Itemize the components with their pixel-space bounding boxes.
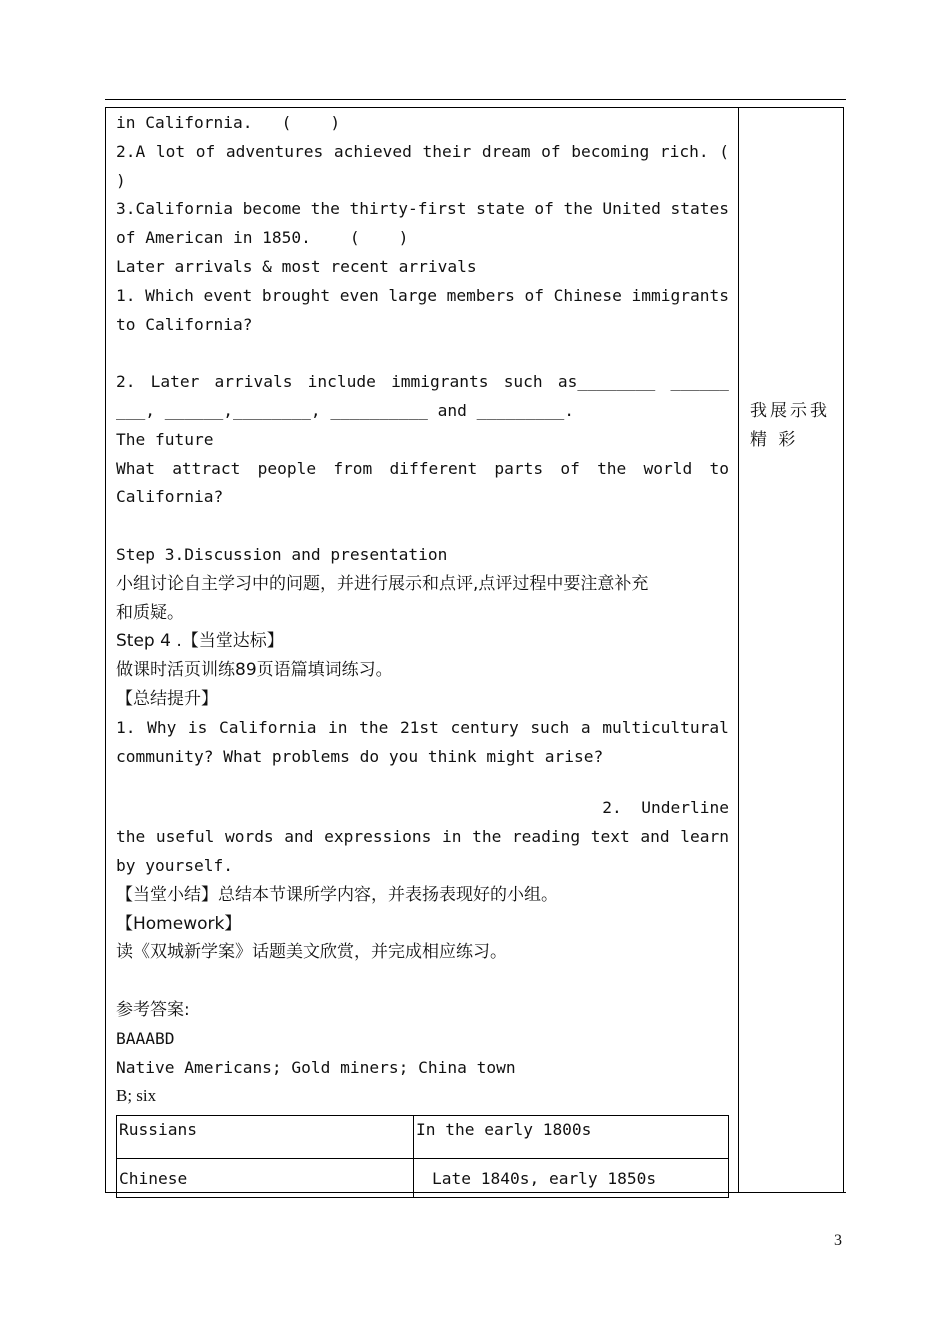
word: a: [580, 717, 591, 737]
table-cell: Late 1840s, early 1850s: [414, 1159, 729, 1198]
word: century: [450, 717, 519, 737]
word: Which: [145, 285, 194, 305]
answer-3: B; six: [116, 1086, 157, 1106]
word: of: [195, 141, 216, 161]
class-summary: 【当堂小结】总结本节课所学内容，并表扬表现好的小组。: [116, 884, 558, 905]
word: the: [597, 458, 627, 478]
word: states: [670, 199, 729, 219]
word: the: [563, 199, 593, 219]
step-4-instructions: 做课时活页训练89页语篇填词练习。: [116, 660, 393, 681]
word: their: [422, 141, 472, 161]
word: state: [476, 199, 525, 219]
summary-heading: 【总结提升】: [116, 688, 218, 709]
word: achieved: [333, 141, 412, 161]
word: arrivals: [214, 372, 293, 392]
word: world: [643, 458, 693, 478]
word: as________: [557, 372, 656, 392]
word: the: [359, 717, 389, 737]
word: such: [503, 372, 543, 392]
spacer: [116, 967, 729, 996]
step-3-heading: Step 3.Discussion and presentation: [116, 544, 448, 564]
word: to: [709, 458, 729, 478]
step-3-instructions-line-2: 和质疑。: [116, 602, 184, 623]
table-cell: Russians: [117, 1116, 414, 1159]
spacer: [116, 339, 729, 368]
word: the: [472, 827, 502, 847]
word: in: [441, 827, 462, 847]
word: of: [524, 285, 545, 305]
later-question-1-line-1: [116, 282, 729, 311]
word: United: [602, 199, 661, 219]
word: immigrants: [391, 372, 489, 392]
side-note-line-2: 精 彩: [750, 429, 799, 450]
word: from: [333, 458, 373, 478]
spacer: [116, 512, 729, 541]
header-rule: [105, 99, 846, 100]
word: Why: [147, 717, 177, 737]
future-question-line-1: [116, 455, 729, 484]
question-3-line-1: [116, 195, 729, 224]
word: ______: [670, 372, 729, 392]
word: include: [307, 372, 376, 392]
step-3-instructions-line-1: 小组讨论自主学习中的问题，并进行展示和点评,点评过程中要注意补充: [116, 573, 649, 594]
word: (: [719, 141, 729, 161]
word: What: [116, 458, 155, 478]
word: 3.California: [116, 199, 233, 219]
question-2-line-1: [116, 138, 729, 167]
word: is: [187, 717, 208, 737]
spacer: [116, 771, 729, 794]
word: large: [388, 285, 438, 305]
worksheet-content: [116, 109, 729, 1111]
word: text: [590, 827, 630, 847]
word: in: [328, 717, 348, 737]
side-note-line-1: 我展示我: [750, 401, 830, 421]
word: multicultural: [602, 717, 729, 737]
word: Chinese: [553, 285, 622, 305]
table-row: [117, 1159, 729, 1198]
word: such: [530, 717, 570, 737]
word: attract: [172, 458, 241, 478]
word: dream: [481, 141, 531, 161]
word: event: [203, 285, 253, 305]
word: expressions: [324, 827, 432, 847]
word: people: [257, 458, 317, 478]
word: words: [224, 827, 274, 847]
word: 1.: [116, 717, 136, 737]
answer-1: BAAABD: [116, 1028, 175, 1048]
later-question-1-line-2: to California?: [116, 314, 253, 334]
word: adventures: [225, 141, 324, 161]
summary-question-2-line-1: 2. Underline: [602, 798, 729, 818]
later-question-2-line-2: ___, ______,________, __________ and _________.: [116, 400, 575, 420]
question-continued: in California. ( ): [116, 113, 341, 132]
word: different: [389, 458, 478, 478]
word: thirty-first: [349, 199, 467, 219]
table-cell: In the early 1800s: [414, 1116, 729, 1159]
word: and: [640, 827, 670, 847]
word: 2.: [116, 372, 136, 392]
step-4-heading: Step 4 .【当堂达标】: [116, 631, 284, 652]
word: become: [242, 199, 302, 219]
table-row: [117, 1116, 729, 1159]
question-3-line-2: of American in 1850. ( ): [116, 228, 409, 248]
column-divider: [738, 107, 739, 1193]
section-future: The future: [116, 429, 214, 449]
answer-table: [116, 1115, 729, 1198]
word: reading: [511, 827, 581, 847]
word: 21st: [399, 717, 439, 737]
section-later-arrivals: Later arrivals & most recent arrivals: [116, 256, 477, 276]
table-cell: Chinese: [117, 1159, 414, 1198]
word: California: [218, 717, 317, 737]
summary-question-1-line-2: community? What problems do you think might arise?: [116, 746, 604, 766]
word: lot: [155, 141, 186, 161]
future-question-line-2: California?: [116, 487, 224, 507]
word: of: [541, 141, 561, 161]
word: becoming: [571, 141, 650, 161]
answers-heading: 参考答案:: [116, 999, 190, 1020]
page-number: 3: [834, 1232, 842, 1249]
word: of: [560, 458, 580, 478]
word: the: [310, 199, 340, 219]
word: 1.: [116, 285, 136, 305]
later-question-2-line-1: [116, 368, 729, 397]
word: useful: [155, 827, 215, 847]
homework-instructions: 读《双城新学案》话题美文欣赏，并完成相应练习。: [116, 942, 507, 963]
word: Later: [150, 372, 200, 392]
word: brought: [261, 285, 331, 305]
word: parts: [494, 458, 544, 478]
word: even: [339, 285, 379, 305]
summary-question-2-line-2: [116, 823, 729, 852]
word: immigrants: [631, 285, 729, 305]
word: 2.A: [116, 141, 146, 161]
question-2-line-2: ): [116, 170, 126, 190]
word: rich.: [659, 141, 709, 161]
summary-question-2-line-3: by yourself.: [116, 855, 233, 875]
summary-question-1-line-1: [116, 714, 729, 743]
side-note: [750, 397, 840, 455]
word: of: [534, 199, 554, 219]
word: and: [284, 827, 314, 847]
homework-heading: 【Homework】: [116, 913, 242, 934]
word: members: [446, 285, 515, 305]
word: learn: [680, 827, 729, 847]
word: the: [116, 827, 146, 847]
answer-2: Native Americans; Gold miners; China town: [116, 1057, 516, 1077]
